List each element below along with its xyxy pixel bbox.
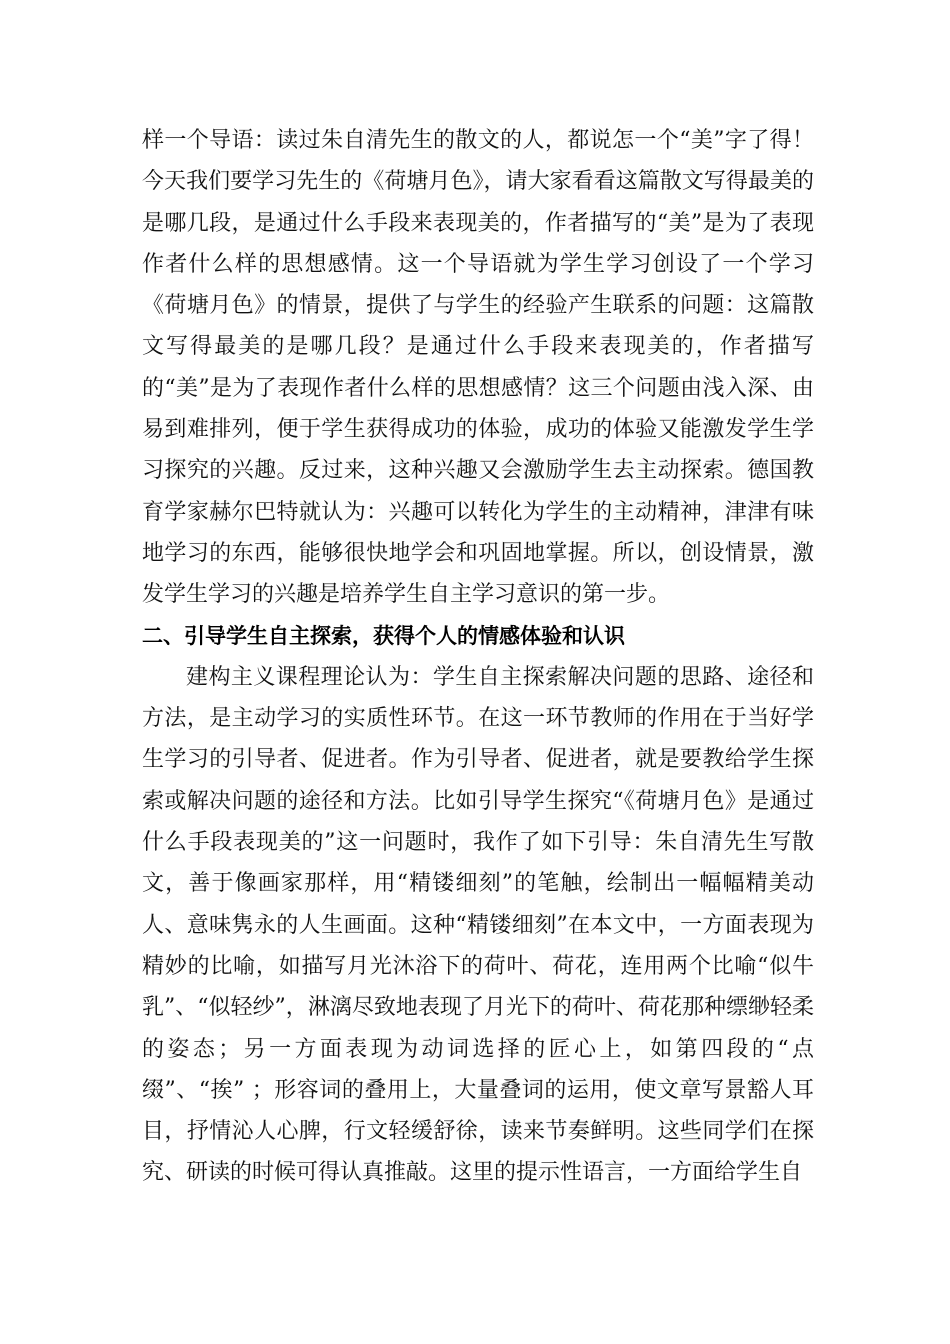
section-heading-2: 二、引导学生自主探索，获得个人的情感体验和认识	[142, 623, 625, 648]
paragraph-intro-continued: 样一个导语：读过朱自清先生的散文的人，都说怎一个“美”字了得！今天我们要学习先生的《荷塘月色》，请大家看看这篇散文写得最美的是哪几段，是通过什么手段来表现美的，作者描写的“美”是为了表现作者什么样的思想感情。这一个导语就为学生学习创设了一个学习《荷塘月色》的情景，提供了与学生的经验产生联系的问题：这篇散文写得最美的是哪几段？是通过什么手段来表现美的，作者描写的“美”是为了表现作者什么样的思想感情？这三个问题由浅入深、由易到难排列，便于学生获得成功的体验，成功的体验又能激发学生学习探究的兴趣。反过来，这种兴趣又会激励学生去主动探索。德国教育学家赫尔巴特就认为：兴趣可以转化为学生的主动精神，津津有味地学习的东西，能够很快地学会和巩固地掌握。所以，创设情景，激发学生学习的兴趣是培养学生自主学习意识的第一步。	[142, 128, 814, 608]
document-body	[142, 120, 814, 1194]
paragraph-section-2: 建构主义课程理论认为：学生自主探索解决问题的思路、途径和方法，是主动学习的实质性环节。在这一环节教师的作用在于当好学生学习的引导者、促进者。作为引导者、促进者，就是要教给学生探索或解决问题的途径和方法。比如引导学生探究“《荷塘月色》是通过什么手段表现美的”这一问题时，我作了如下引导：朱自清先生写散文，善于像画家那样，用“精镂细刻”的笔触，绘制出一幅幅精美动人、意味隽永的人生画面。这种“精镂细刻”在本文中，一方面表现为精妙的比喻，如描写月光沐浴下的荷叶、荷花，连用两个比喻“似牛乳”、“似轻纱”，淋漓尽致地表现了月光下的荷叶、荷花那种缥缈轻柔的姿态；另一方面表现为动词选择的匠心上，如第四段的“点缀”、“挨” ；形容词的叠用上，大量叠词的运用，使文章写景豁人耳目，抒情沁人心脾，行文轻缓舒徐，读来节奏鲜明。这些同学们在探究、研读的时候可得认真推敲。这里的提示性语言，一方面给学生自	[142, 664, 814, 1186]
